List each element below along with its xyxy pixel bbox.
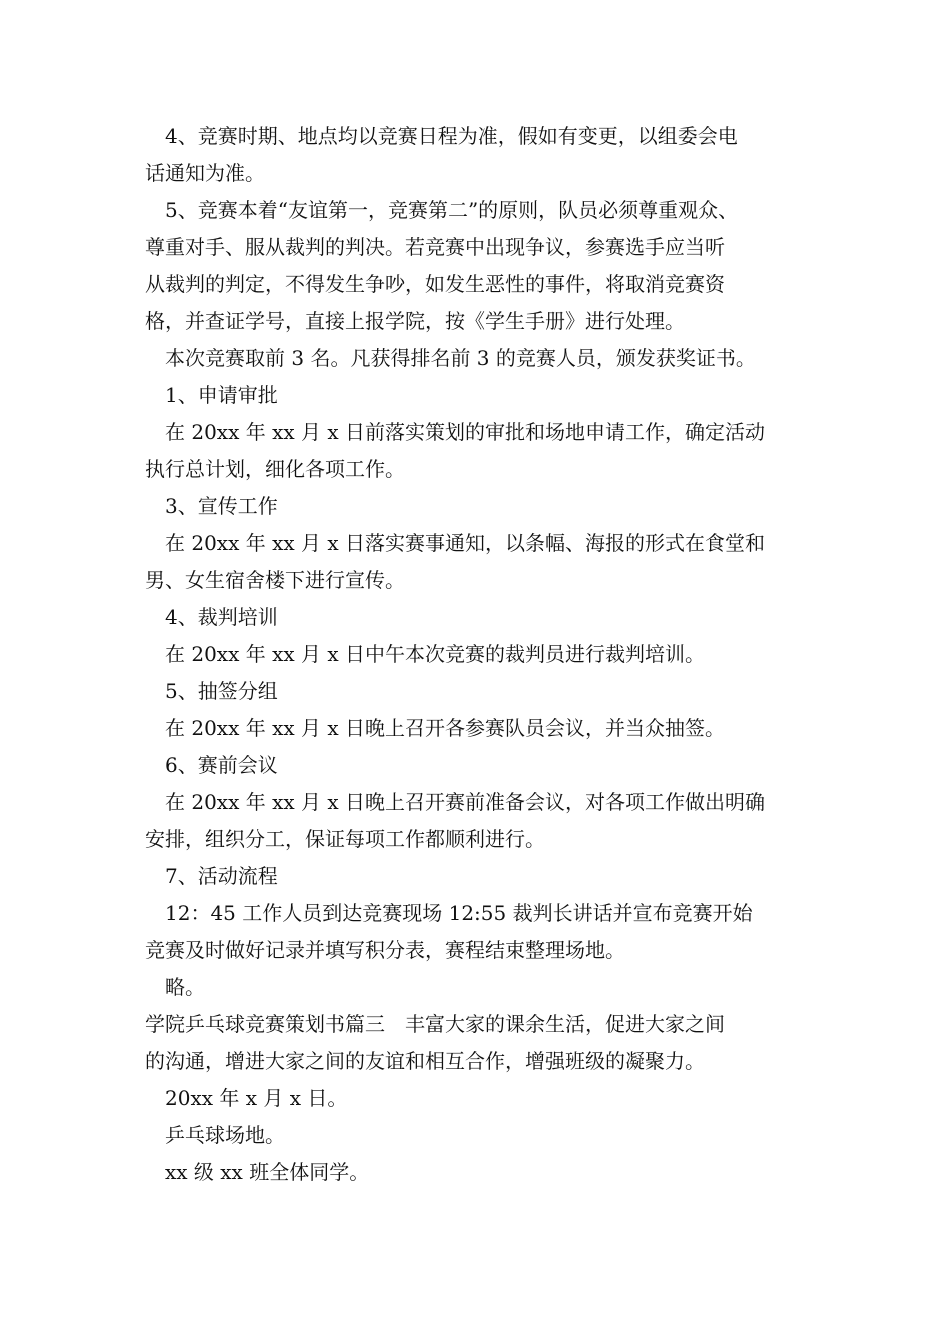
paragraph-line: 在 20xx 年 xx 月 x 日落实赛事通知，以条幅、海报的形式在食堂和 — [165, 531, 765, 555]
section-heading: 7、活动流程 — [165, 864, 278, 888]
paragraph-line: 12：45 工作人员到达竞赛现场 12:55 裁判长讲话并宣布竞赛开始 — [165, 901, 753, 925]
paragraph-line: 20xx 年 x 月 x 日。 — [165, 1086, 348, 1110]
paragraph-line: 4、竞赛时期、地点均以竞赛日程为准，假如有变更，以组委会电 — [165, 124, 738, 148]
paragraph-line: 学院乒乓球竞赛策划书篇三 丰富大家的课余生活，促进大家之间 — [145, 1012, 725, 1036]
paragraph-line: 安排，组织分工，保证每项工作都顺利进行。 — [145, 827, 545, 851]
section-heading: 4、裁判培训 — [165, 605, 278, 629]
paragraph-line: xx 级 xx 班全体同学。 — [165, 1160, 370, 1184]
paragraph-line: 5、竞赛本着“友谊第一，竞赛第二”的原则，队员必须尊重观众、 — [165, 198, 739, 222]
paragraph-line: 在 20xx 年 xx 月 x 日晚上召开各参赛队员会议，并当众抽签。 — [165, 716, 725, 740]
paragraph-line: 尊重对手、服从裁判的判决。若竞赛中出现争议，参赛选手应当听 — [145, 235, 725, 259]
document-body — [145, 118, 820, 1191]
section-heading: 6、赛前会议 — [165, 753, 278, 777]
paragraph-line: 在 20xx 年 xx 月 x 日中午本次竞赛的裁判员进行裁判培训。 — [165, 642, 705, 666]
paragraph-line: 乒乓球场地。 — [165, 1123, 285, 1147]
paragraph-line: 格，并查证学号，直接上报学院，按《学生手册》进行处理。 — [145, 309, 685, 333]
paragraph-line: 话通知为准。 — [145, 161, 265, 185]
paragraph-line: 从裁判的判定，不得发生争吵，如发生恶性的事件，将取消竞赛资 — [145, 272, 725, 296]
paragraph-line: 男、女生宿舍楼下进行宣传。 — [145, 568, 405, 592]
section-heading: 1、申请审批 — [165, 383, 278, 407]
paragraph-line: 的沟通，增进大家之间的友谊和相互合作，增强班级的凝聚力。 — [145, 1049, 705, 1073]
section-heading: 5、抽签分组 — [165, 679, 278, 703]
paragraph-line: 在 20xx 年 xx 月 x 日晚上召开赛前准备会议，对各项工作做出明确 — [165, 790, 765, 814]
paragraph-line: 执行总计划，细化各项工作。 — [145, 457, 405, 481]
paragraph-line: 本次竞赛取前 3 名。凡获得排名前 3 的竞赛人员，颁发获奖证书。 — [165, 346, 756, 370]
paragraph-line: 竞赛及时做好记录并填写积分表，赛程结束整理场地。 — [145, 938, 625, 962]
section-heading: 3、宣传工作 — [165, 494, 278, 518]
paragraph-line: 在 20xx 年 xx 月 x 日前落实策划的审批和场地申请工作，确定活动 — [165, 420, 765, 444]
paragraph-line: 略。 — [165, 975, 205, 999]
